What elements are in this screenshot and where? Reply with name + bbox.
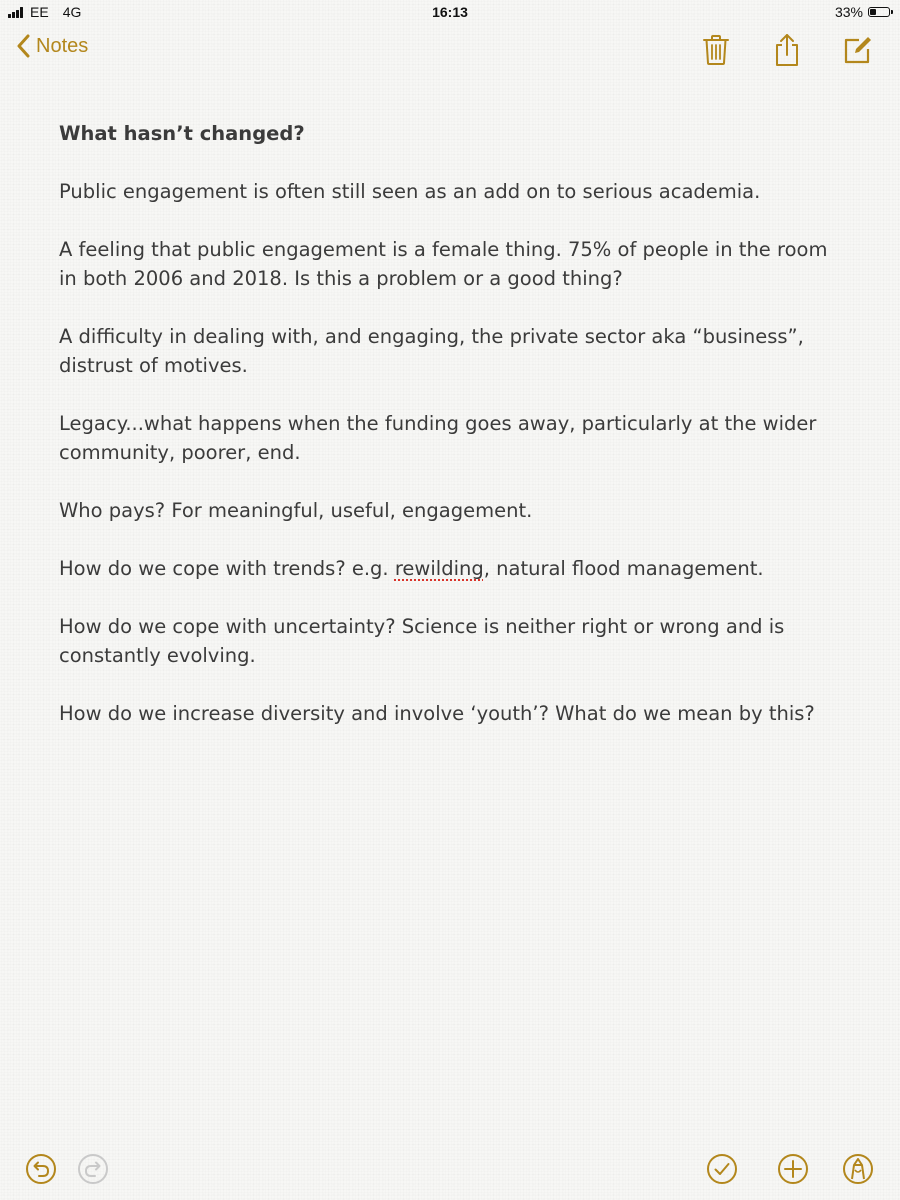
share-icon — [774, 33, 800, 67]
add-icon — [777, 1153, 809, 1185]
note-paragraph: Legacy...what happens when the funding goes away, particularly at the wider community, poorer, end. — [59, 412, 817, 464]
markup-button[interactable] — [841, 1152, 875, 1186]
bottom-toolbar — [0, 1140, 900, 1200]
trash-icon — [703, 34, 729, 66]
markup-icon — [842, 1153, 874, 1185]
compose-note-button[interactable] — [842, 32, 874, 68]
note-paragraph-trends — [59, 554, 849, 583]
battery-level — [870, 9, 876, 15]
compose-icon — [843, 35, 873, 65]
redo-button[interactable] — [76, 1152, 110, 1186]
note-paragraph: A feeling that public engagement is a female thing. 75% of people in the room in both 2006 and 2018. Is this a problem or a good thing? — [59, 238, 828, 290]
checklist-button[interactable] — [705, 1152, 739, 1186]
share-button[interactable] — [771, 32, 803, 68]
undo-button[interactable] — [24, 1152, 58, 1186]
redo-icon — [77, 1153, 109, 1185]
undo-icon — [25, 1153, 57, 1185]
note-heading: What hasn’t changed? — [59, 122, 305, 145]
misspelled-word[interactable]: rewilding — [394, 557, 484, 580]
clock: 16:13 — [432, 4, 468, 20]
delete-note-button[interactable] — [700, 32, 732, 68]
status-right — [835, 4, 890, 20]
note-paragraph: Who pays? For meaningful, useful, engagement. — [59, 499, 533, 522]
navigation-bar — [0, 28, 900, 72]
note-paragraph: Public engagement is often still seen as an add on to serious academia. — [59, 180, 761, 203]
trends-text-after: , natural flood management. — [483, 557, 764, 580]
note-paragraph: How do we increase diversity and involve ‘youth’? What do we mean by this? — [59, 702, 815, 725]
battery-percent: 33% — [834, 4, 863, 20]
trends-text-before: How do we cope with trends? e.g. — [59, 557, 395, 580]
network-type: 4G — [62, 4, 82, 20]
carrier-name: EE — [30, 4, 49, 20]
note-body[interactable] — [59, 119, 849, 757]
note-paragraph: How do we cope with uncertainty? Science is neither right or wrong and is constantly evolving. — [59, 615, 785, 667]
checklist-icon — [706, 1153, 738, 1185]
chevron-left-icon — [16, 34, 30, 58]
battery-icon — [868, 7, 890, 17]
back-to-notes-button[interactable] — [16, 34, 88, 58]
back-button-label: Notes — [36, 34, 89, 57]
add-button[interactable] — [776, 1152, 810, 1186]
note-paragraph: A difficulty in dealing with, and engaging, the private sector aka “business”, distrust of motives. — [59, 325, 804, 377]
status-bar — [0, 0, 900, 24]
